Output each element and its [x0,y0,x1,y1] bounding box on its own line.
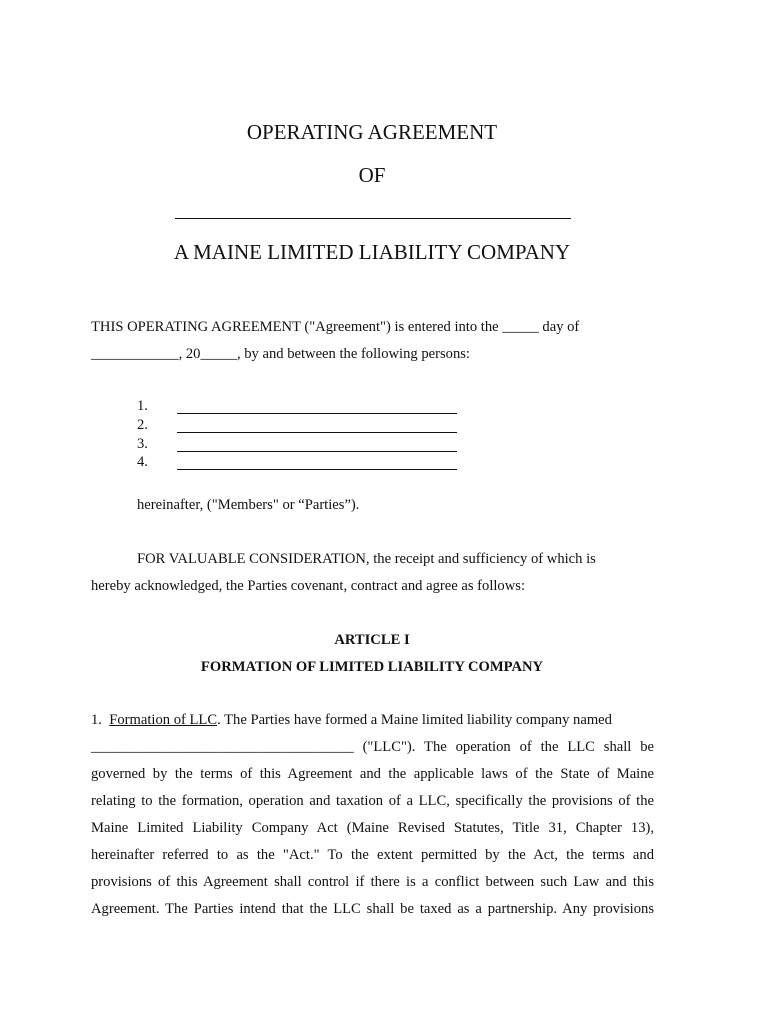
party-number: 1. [137,398,148,414]
party-name-line[interactable] [177,469,457,470]
hereinafter-text: hereinafter, ("Members" or “Parties”). [137,497,360,513]
party-name-line[interactable] [177,451,457,452]
article-heading: ARTICLE I [334,632,410,648]
intro-paragraph-line-1: THIS OPERATING AGREEMENT ("Agreement") is entered into the _____ day of [91,319,580,335]
intro-paragraph-line-2: ____________, 20_____, by and between the following persons: [91,346,470,362]
section-1-line: relating to the formation, operation and taxation of a LLC, specifically the provisions of the [91,793,654,809]
party-number: 4. [137,454,148,470]
section-1-line: Maine Limited Liability Company Act (Maine Revised Statutes, Title 31, Chapter 13), [91,820,654,836]
section-1-line: hereinafter referred to as the "Act." To the extent permitted by the Act, the terms and [91,847,654,863]
party-name-line[interactable] [177,413,457,414]
section-1-line: ____________________________________ ("LLC"). The operation of the LLC shall be [91,739,654,755]
section-1-first-line [91,712,612,729]
section-1-line: governed by the terms of this Agreement and the applicable laws of the State of Maine [91,766,654,782]
section-1-line: Agreement. The Parties intend that the LLC shall be taxed as a partnership. Any provisions [91,901,654,917]
section-1-line: provisions of this Agreement shall control if there is a conflict between such Law and this [91,874,654,890]
article-subheading: FORMATION OF LIMITED LIABILITY COMPANY [200,659,544,675]
consideration-line-1: FOR VALUABLE CONSIDERATION, the receipt and sufficiency of which is [137,551,596,567]
party-number: 2. [137,417,148,433]
document-subtitle: A MAINE LIMITED LIABILITY COMPANY [173,240,571,264]
party-name-line[interactable] [177,432,457,433]
company-name-blank-line[interactable] [175,218,571,219]
consideration-line-2: hereby acknowledged, the Parties covenant, contract and agree as follows: [91,578,525,594]
section-1-line-1-text: . The Parties have formed a Maine limited liability company named [217,712,612,728]
document-title-of: OF [358,163,386,187]
section-heading: Formation of LLC [109,712,218,728]
party-number: 3. [137,436,148,452]
document-title: OPERATING AGREEMENT [246,120,498,144]
section-number: 1. [91,712,102,728]
